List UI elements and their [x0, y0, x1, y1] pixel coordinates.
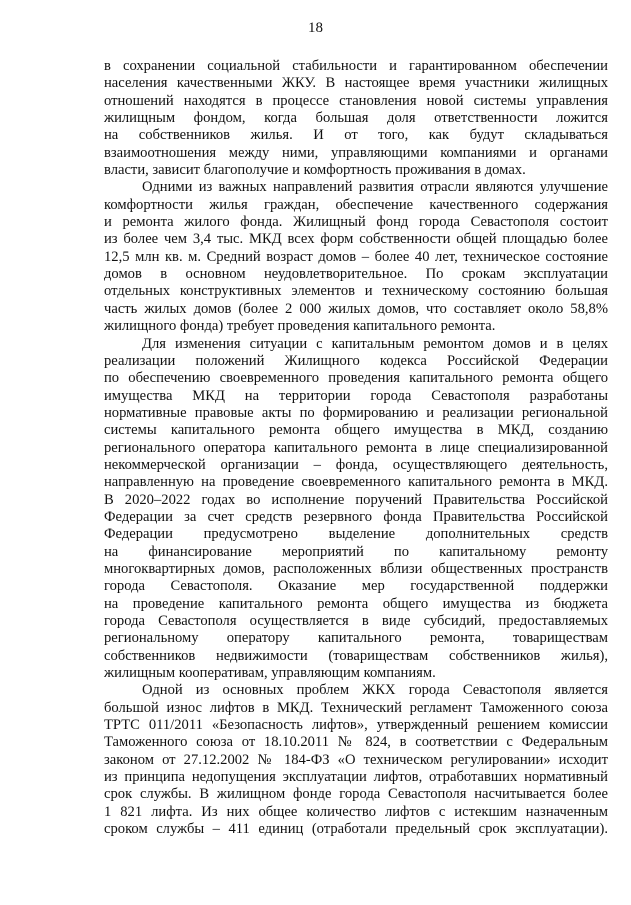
- text-line: сроком службы – 411 единиц (отработали предельный срок эксплуатации).: [104, 821, 608, 838]
- text-line: домов в основном неудовлетворительное. По срокам эксплуатации: [104, 266, 608, 283]
- paragraph-housing-stock: [104, 179, 608, 335]
- text-line: города Севастополя осуществляется в виде субсидий, предоставляемых: [104, 613, 608, 629]
- text-line: системы капитального ремонта общего имущества в МКД, созданию: [104, 422, 608, 439]
- text-line: власти, зависит благополучие и комфортность проживания в домах.: [104, 162, 526, 179]
- text-line: в сохранении социальной стабильности и гарантированном обеспечении: [104, 58, 608, 74]
- text-line: законом от 27.12.2002 № 184-ФЗ «О техническом регулировании» исходит: [104, 751, 608, 768]
- paragraph-capital-repair: [104, 336, 608, 683]
- text-line: города Севастополя. Оказание мер государственной поддержки: [104, 578, 608, 595]
- text-line: регионального оператора капитального ремонта в лице специализированной: [104, 439, 608, 456]
- text-line: по обеспечению своевременного проведения капитального ремонта общего: [104, 370, 608, 387]
- text-line: из более чем 3,4 тыс. МКД всех форм собственности общей площадью более: [104, 231, 608, 248]
- text-line: отношений находятся в процессе становления новой системы управления: [104, 92, 608, 109]
- page-number: 18: [308, 20, 323, 36]
- paragraph-social-stability: [104, 58, 608, 179]
- text-line: региональному оператору капитального ремонта, товариществам: [104, 630, 608, 647]
- text-line: многоквартирных домов, расположенных вблизи общественных пространств: [104, 560, 608, 577]
- text-line: жилищным фондом, когда большая доля ответственности ложится: [104, 110, 608, 127]
- text-line: большой износ лифтов в МКД. Технический регламент Таможенного союза: [104, 699, 608, 716]
- text-line: населения качественными ЖКУ. В настоящее время участники жилищных: [104, 75, 608, 92]
- text-line: комфортности жилья граждан, обеспечение качественного содержания: [104, 196, 608, 213]
- document-body: [104, 58, 608, 838]
- text-line: часть жилых домов (более 2 000 жилых домов, что составляет около 58,8%: [104, 300, 608, 317]
- text-line: отдельных конструктивных элементов и техническому состоянию большая: [104, 283, 608, 300]
- text-line: из принципа недопущения эксплуатации лифтов, отработавших нормативный: [104, 769, 608, 786]
- text-line: срок службы. В жилищном фонде города Севастополя насчитывается более: [104, 786, 608, 803]
- text-line: реализации положений Жилищного кодекса Российской Федерации: [104, 352, 608, 369]
- text-line: Федерации за счет средств резервного фонда Правительства Российской: [104, 508, 608, 525]
- text-line: Для изменения ситуации с капитальным ремонтом домов и в целях: [142, 335, 608, 352]
- text-line: направленную на проведение своевременного капитального ремонта в МКД.: [104, 474, 608, 491]
- text-line: собственников недвижимости (товариществам собственников жилья),: [104, 647, 608, 664]
- text-line: взаимоотношения между ними, управляющими компаниями и органами: [104, 144, 608, 161]
- text-line: жилищным кооперативам, управляющим компаниям.: [104, 665, 436, 682]
- text-line: нормативные правовые акты по формированию и реализации региональной: [104, 404, 608, 421]
- text-line: В 2020–2022 годах во исполнение поручений Правительства Российской: [104, 491, 608, 508]
- paragraph-elevators: [104, 682, 608, 838]
- text-line: на проведение капитального ремонта общего имущества из бюджета: [104, 595, 608, 612]
- text-line: и ремонта жилого фонда. Жилищный фонд города Севастополя состоит: [104, 214, 608, 231]
- text-line: 12,5 млн кв. м. Средний возраст домов – более 40 лет, техническое состояние: [104, 248, 608, 265]
- text-line: Одной из основных проблем ЖКХ города Севастополя является: [142, 682, 608, 699]
- text-line: Одними из важных направлений развития отрасли являются улучшение: [142, 179, 608, 196]
- text-line: на финансирование мероприятий по капитальному ремонту: [104, 543, 608, 560]
- text-line: Таможенного союза от 18.10.2011 № 824, в соответствии с Федеральным: [104, 734, 608, 751]
- text-line: на собственников жилья. И от того, как будут складываться: [104, 127, 608, 144]
- text-line: некоммерческой организации – фонда, осуществляющего деятельность,: [104, 456, 608, 473]
- text-line: Федерации предусмотрено выделение дополнительных средств: [104, 526, 608, 543]
- text-line: ТРТС 011/2011 «Безопасность лифтов», утвержденный решением комиссии: [104, 717, 608, 734]
- text-line: 1 821 лифта. Из них общее количество лифтов с истекшим назначенным: [104, 803, 608, 820]
- text-line: имущества МКД на территории города Севастополя разработаны: [104, 387, 608, 404]
- text-line: жилищного фонда) требует проведения капитального ремонта.: [104, 318, 496, 335]
